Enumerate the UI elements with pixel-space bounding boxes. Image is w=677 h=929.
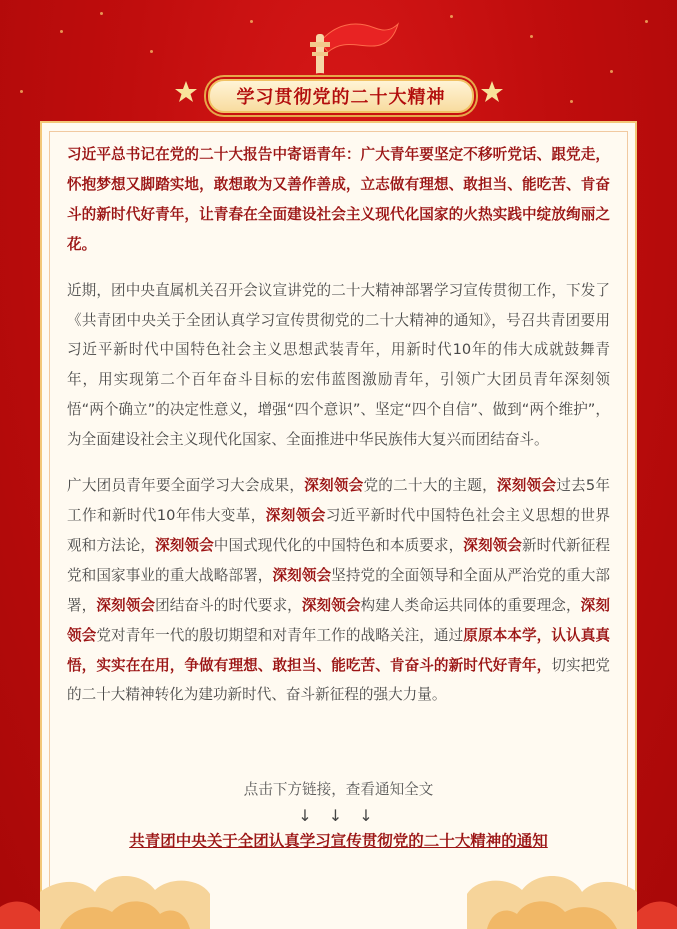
lead-paragraph: 习近平总书记在党的二十大报告中寄语青年：广大青年要坚定不移听党话、跟党走，怀抱梦想又脚踏实地，敢想敢为又善作善成，立志做有理想、敢担当、能吃苦、肯奋斗的新时代好青年，让青春在全面建设社会主义现代化国家的火热实践中绽放绚丽之花。 xyxy=(67,146,610,253)
star-icon xyxy=(480,80,504,104)
flag-torch-emblem-icon xyxy=(290,12,400,87)
link-hint: 点击下方链接，查看通知全文 xyxy=(243,781,434,798)
star-icon xyxy=(174,80,198,104)
section-title-banner xyxy=(208,79,474,113)
auspicious-clouds-icon xyxy=(0,852,677,929)
section-title: 学习贯彻党的二十大精神 xyxy=(236,87,446,108)
body-paragraph: 近期，团中央直属机关召开会议宣讲党的二十大精神部署学习宣传贯彻工作，下发了《共青团中央关于全团认真学习宣传贯彻党的二十大精神的通知》，号召共青团要用习近平新时代中国特色社会主义思想武装青年，用新时代10年的伟大成就鼓舞青年，用实现第二个百年奋斗目标的宏伟蓝图激励青年，引领广大团员青年深刻领悟“两个确立”的决定性意义，增强“四个意识”、坚定“四个自信”、做到“两个维护”，为全面建设社会主义现代化国家、全面推进中华民族伟大复兴而团结奋斗。 xyxy=(67,281,610,449)
down-arrows-icon: ↓ ↓ ↓ xyxy=(298,806,379,825)
notice-link[interactable]: 共青团中央关于全团认真学习宣传贯彻党的二十大精神的通知 xyxy=(129,832,548,850)
body-paragraph-emphasis: 广大团员青年要全面学习大会成果，深刻领会党的二十大的主题，深刻领会过去5年工作和新时代10年伟大变革，深刻领会习近平新时代中国特色社会主义思想的世界观和方法论，深刻领会中国式现代化的中国特色和本质要求，深刻领会新时代新征程党和国家事业的重大战略部署，深刻领会坚持党的全面领导和全面从严治党的重大部署，深刻领会团结奋斗的时代要求，深刻领会构建人类命运共同体的重要理念，深刻领会党对青年一代的殷切期望和对青年工作的战略关注，通过原原本本学，认认真真悟，实实在在用，争做有理想、敢担当、能吃苦、肯奋斗的新时代好青年，切实把党的二十大精神转化为建功新时代、奋斗新征程的强大力量。 xyxy=(67,477,610,704)
article-body xyxy=(67,140,610,726)
